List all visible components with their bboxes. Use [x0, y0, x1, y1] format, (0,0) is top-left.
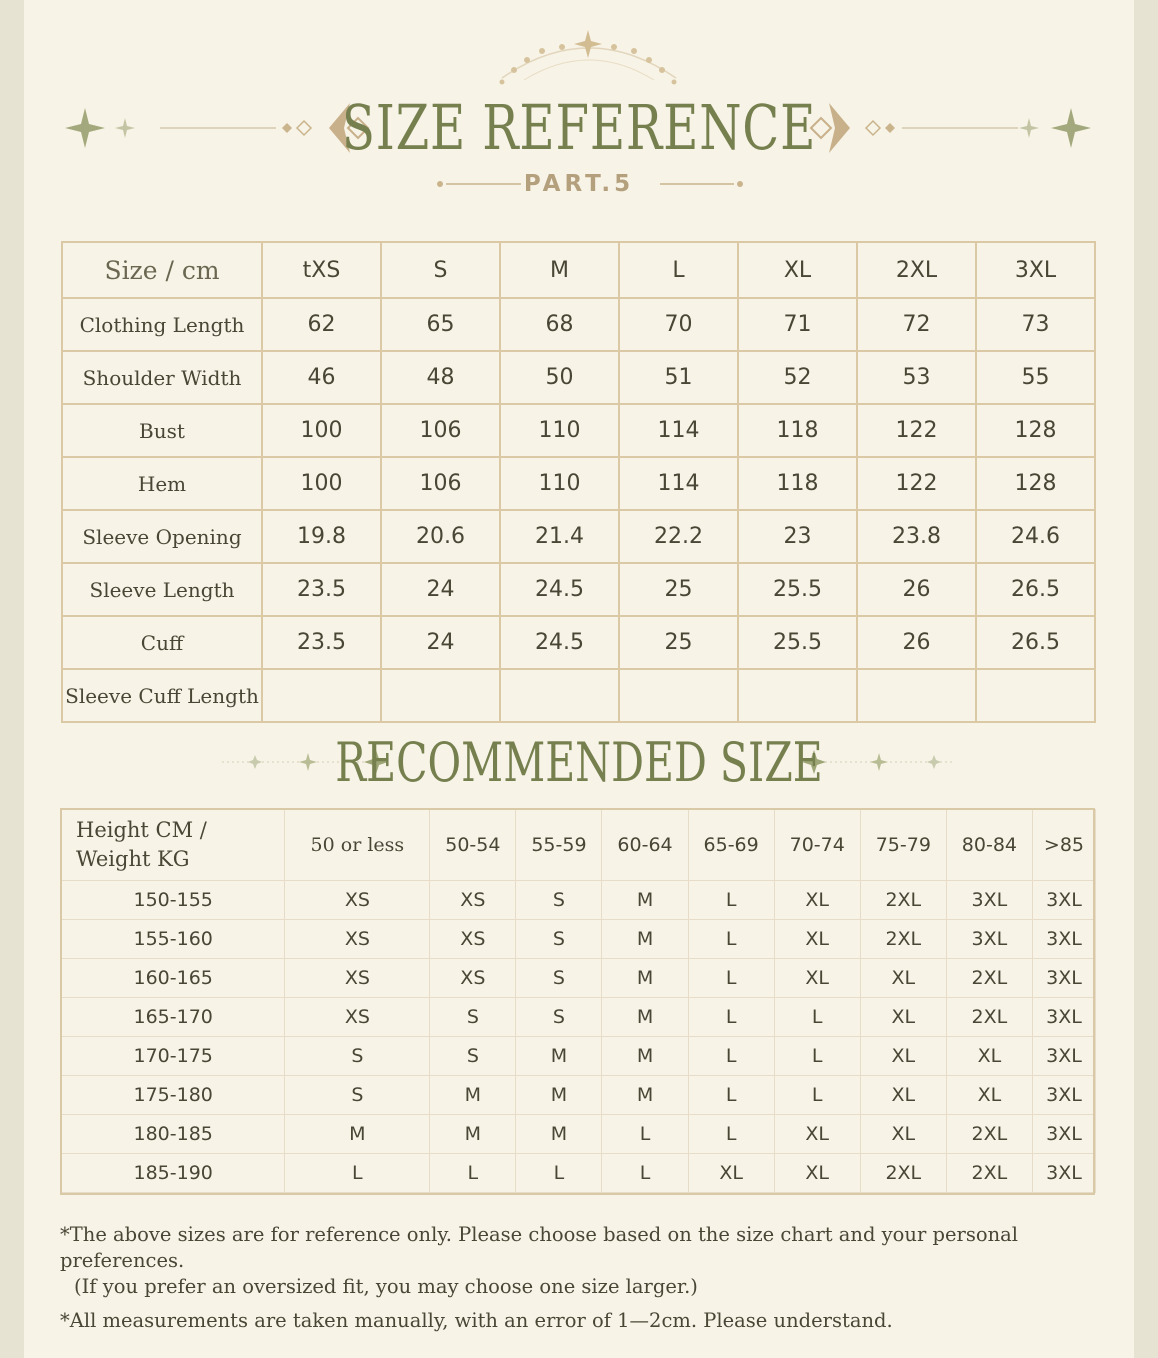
- measurement-value: 50: [500, 351, 619, 404]
- recommended-size-cell: 2XL: [946, 1115, 1032, 1154]
- recommended-size-cell: 2XL: [946, 998, 1032, 1037]
- recommended-size-cell: 3XL: [1032, 881, 1095, 920]
- corner-label-line2: Weight KG: [76, 847, 190, 871]
- measurement-value: 71: [738, 298, 857, 351]
- recommended-size-cell: XL: [774, 1154, 860, 1193]
- recommended-size-cell: S: [430, 1037, 516, 1076]
- recommended-size-cell: 3XL: [1032, 998, 1095, 1037]
- recommended-size-cell: 3XL: [1032, 1154, 1095, 1193]
- recommended-size-cell: L: [688, 959, 774, 998]
- measurement-value: 122: [857, 404, 976, 457]
- recommended-row: [62, 1037, 1096, 1076]
- measurement-value: 110: [500, 404, 619, 457]
- size-chart-row: [62, 457, 1095, 510]
- recommended-row: [62, 1076, 1096, 1115]
- measurement-value: 26: [857, 616, 976, 669]
- size-header: XL: [738, 242, 857, 298]
- measurement-value: 25.5: [738, 563, 857, 616]
- measurement-value: 73: [976, 298, 1095, 351]
- measurement-value: 26.5: [976, 563, 1095, 616]
- measurement-value: 62: [262, 298, 381, 351]
- recommended-size-cell: XL: [774, 920, 860, 959]
- recommended-size-cell: M: [516, 1076, 602, 1115]
- recommended-size-cell: L: [602, 1115, 688, 1154]
- recommended-row: [62, 959, 1096, 998]
- recommended-size-cell: S: [516, 920, 602, 959]
- recommended-size-table: [61, 809, 1096, 1193]
- recommended-body: [62, 881, 1096, 1193]
- recommended-size-cell: L: [430, 1154, 516, 1193]
- recommended-size-cell: 2XL: [860, 881, 946, 920]
- measurement-value: 53: [857, 351, 976, 404]
- weight-header: >85: [1032, 810, 1095, 881]
- recommended-size-cell: S: [516, 881, 602, 920]
- size-chart-header-row: [62, 242, 1095, 298]
- height-range: 175-180: [62, 1076, 285, 1115]
- weight-header: 70-74: [774, 810, 860, 881]
- weight-header: 80-84: [946, 810, 1032, 881]
- measurement-value: 68: [500, 298, 619, 351]
- size-header: tXS: [262, 242, 381, 298]
- note-1-line2: (If you prefer an oversized fit, you may choose one size larger.): [74, 1275, 698, 1298]
- weight-header: 75-79: [860, 810, 946, 881]
- measurement-value: 19.8: [262, 510, 381, 563]
- measurement-value: [738, 669, 857, 722]
- recommended-size-cell: XL: [860, 1076, 946, 1115]
- recommended-size-cell: XL: [860, 1037, 946, 1076]
- measurement-value: 65: [381, 298, 500, 351]
- measurement-value: 22.2: [619, 510, 738, 563]
- recommended-size-cell: L: [602, 1154, 688, 1193]
- measurement-value: [381, 669, 500, 722]
- recommended-size-cell: XS: [285, 920, 430, 959]
- weight-header: 65-69: [688, 810, 774, 881]
- recommended-size-cell: S: [430, 998, 516, 1037]
- recommended-row: [62, 1154, 1096, 1193]
- recommended-size-cell: XL: [688, 1154, 774, 1193]
- recommended-size-cell: 2XL: [946, 1154, 1032, 1193]
- recommended-size-cell: M: [602, 1076, 688, 1115]
- recommended-size-cell: M: [430, 1076, 516, 1115]
- measurement-value: 23: [738, 510, 857, 563]
- recommended-size-cell: XS: [285, 959, 430, 998]
- recommended-size-cell: M: [285, 1115, 430, 1154]
- size-chart-table: [61, 241, 1096, 723]
- height-range: 170-175: [62, 1037, 285, 1076]
- recommended-size-cell: M: [516, 1115, 602, 1154]
- measurement-label: Sleeve Length: [62, 563, 262, 616]
- recommended-size-cell: XL: [946, 1037, 1032, 1076]
- measurement-value: 48: [381, 351, 500, 404]
- corner-label-line1: Height CM /: [76, 818, 207, 842]
- recommended-size-cell: 3XL: [1032, 1115, 1095, 1154]
- recommended-size-cell: L: [688, 1076, 774, 1115]
- measurement-value: [262, 669, 381, 722]
- measurement-value: 52: [738, 351, 857, 404]
- size-header: S: [381, 242, 500, 298]
- recommended-size-cell: 3XL: [946, 881, 1032, 920]
- recommended-size-cell: M: [602, 1037, 688, 1076]
- height-range: 185-190: [62, 1154, 285, 1193]
- measurement-value: 23.5: [262, 616, 381, 669]
- measurement-value: 118: [738, 457, 857, 510]
- recommended-size-cell: XS: [430, 881, 516, 920]
- recommended-size-cell: 2XL: [946, 959, 1032, 998]
- measurement-value: 114: [619, 457, 738, 510]
- size-header: M: [500, 242, 619, 298]
- recommended-size-cell: S: [516, 998, 602, 1037]
- recommended-size-cell: L: [688, 881, 774, 920]
- recommended-size-cell: XL: [774, 881, 860, 920]
- recommended-size-cell: S: [285, 1037, 430, 1076]
- recommended-size-cell: 3XL: [946, 920, 1032, 959]
- measurement-value: 25: [619, 563, 738, 616]
- recommended-size-cell: M: [602, 959, 688, 998]
- recommended-header-row: [62, 810, 1096, 881]
- right-big-star-icon: [1051, 108, 1091, 148]
- size-header: 3XL: [976, 242, 1095, 298]
- measurement-value: 128: [976, 404, 1095, 457]
- recommended-size-cell: XL: [774, 1115, 860, 1154]
- recommended-size-cell: XS: [430, 920, 516, 959]
- measurement-value: 110: [500, 457, 619, 510]
- measurement-value: 23.5: [262, 563, 381, 616]
- measurement-value: 114: [619, 404, 738, 457]
- measurement-value: 118: [738, 404, 857, 457]
- recommended-size-cell: M: [602, 881, 688, 920]
- recommended-row: [62, 920, 1096, 959]
- recommended-size-cell: L: [774, 1076, 860, 1115]
- height-range: 165-170: [62, 998, 285, 1037]
- height-range: 150-155: [62, 881, 285, 920]
- measurement-value: 24.6: [976, 510, 1095, 563]
- measurement-value: 26: [857, 563, 976, 616]
- recommended-size-cell: L: [688, 1037, 774, 1076]
- top-star-icon: [574, 30, 602, 58]
- page-subtitle: PART.5: [523, 171, 635, 197]
- recommended-size-cell: M: [602, 998, 688, 1037]
- measurement-value: 24.5: [500, 616, 619, 669]
- recommended-size-cell: L: [774, 998, 860, 1037]
- measurement-value: 25: [619, 616, 738, 669]
- recommended-size-cell: M: [516, 1037, 602, 1076]
- size-chart-row: [62, 616, 1095, 669]
- measurement-value: [857, 669, 976, 722]
- recommended-size-cell: 3XL: [1032, 959, 1095, 998]
- measurement-value: 128: [976, 457, 1095, 510]
- note-1-line1: *The above sizes are for reference only. Please choose based on the size chart and your personal preferences.: [60, 1223, 1019, 1272]
- recommended-size-cell: XS: [285, 998, 430, 1037]
- size-chart-corner-label: Size / cm: [62, 242, 262, 298]
- note-2: *All measurements are taken manually, with an error of 1—2cm. Please understand.: [60, 1309, 893, 1332]
- recommended-size-cell: 2XL: [860, 1154, 946, 1193]
- recommended-title: RECOMMENDED SIZE: [335, 731, 823, 794]
- measurement-value: 24.5: [500, 563, 619, 616]
- recommended-row: [62, 998, 1096, 1037]
- left-small-star-icon: [115, 118, 135, 138]
- measurement-value: 46: [262, 351, 381, 404]
- left-big-star-icon: [65, 108, 105, 148]
- recommended-size-cell: L: [774, 1037, 860, 1076]
- measurement-label: Sleeve Opening: [62, 510, 262, 563]
- recommended-size-cell: XL: [860, 998, 946, 1037]
- measurement-label: Hem: [62, 457, 262, 510]
- weight-header: 55-59: [516, 810, 602, 881]
- recommended-size-cell: XL: [774, 959, 860, 998]
- size-chart-row: [62, 510, 1095, 563]
- recommended-row: [62, 881, 1096, 920]
- recommended-row: [62, 1115, 1096, 1154]
- size-chart-row: [62, 669, 1095, 722]
- measurement-label: Clothing Length: [62, 298, 262, 351]
- size-chart-body: [62, 298, 1095, 722]
- measurement-value: 26.5: [976, 616, 1095, 669]
- recommended-size-cell: 3XL: [1032, 1037, 1095, 1076]
- size-header: 2XL: [857, 242, 976, 298]
- recommended-size-cell: XL: [860, 959, 946, 998]
- measurement-value: 55: [976, 351, 1095, 404]
- recommended-size-cell: XL: [946, 1076, 1032, 1115]
- recommended-size-cell: S: [516, 959, 602, 998]
- size-chart-row: [62, 563, 1095, 616]
- recommended-size-cell: XS: [285, 881, 430, 920]
- measurement-value: 24: [381, 616, 500, 669]
- measurement-value: 23.8: [857, 510, 976, 563]
- height-range: 155-160: [62, 920, 285, 959]
- measurement-value: 122: [857, 457, 976, 510]
- recommended-size-cell: L: [688, 998, 774, 1037]
- measurement-value: 51: [619, 351, 738, 404]
- weight-header: 50 or less: [285, 810, 430, 881]
- measurement-value: 70: [619, 298, 738, 351]
- size-chart-row: [62, 404, 1095, 457]
- measurement-label: Cuff: [62, 616, 262, 669]
- measurement-value: 21.4: [500, 510, 619, 563]
- page-title: SIZE REFERENCE: [341, 91, 817, 164]
- measurement-value: 72: [857, 298, 976, 351]
- recommended-size-cell: L: [285, 1154, 430, 1193]
- height-range: 160-165: [62, 959, 285, 998]
- measurement-value: 100: [262, 404, 381, 457]
- measurement-value: [500, 669, 619, 722]
- recommended-size-cell: S: [285, 1076, 430, 1115]
- size-header: L: [619, 242, 738, 298]
- recommended-size-cell: M: [430, 1115, 516, 1154]
- measurement-value: 24: [381, 563, 500, 616]
- measurement-value: 25.5: [738, 616, 857, 669]
- measurement-value: 106: [381, 457, 500, 510]
- recommended-size-cell: L: [688, 1115, 774, 1154]
- recommended-size-cell: XS: [430, 959, 516, 998]
- recommended-corner-label: [62, 810, 285, 881]
- weight-header: 50-54: [430, 810, 516, 881]
- measurement-value: [976, 669, 1095, 722]
- recommended-size-cell: 3XL: [1032, 1076, 1095, 1115]
- notes: [60, 1222, 1120, 1334]
- size-chart-row: [62, 351, 1095, 404]
- measurement-value: 20.6: [381, 510, 500, 563]
- measurement-label: Shoulder Width: [62, 351, 262, 404]
- measurement-value: 106: [381, 404, 500, 457]
- right-small-star-icon: [1019, 118, 1039, 138]
- recommended-size-cell: L: [688, 920, 774, 959]
- recommended-size-cell: 3XL: [1032, 920, 1095, 959]
- page: [24, 0, 1134, 1358]
- recommended-size-cell: 2XL: [860, 920, 946, 959]
- measurement-label: Bust: [62, 404, 262, 457]
- recommended-size-cell: XL: [860, 1115, 946, 1154]
- measurement-value: [619, 669, 738, 722]
- size-chart-row: [62, 298, 1095, 351]
- recommended-size-cell: L: [516, 1154, 602, 1193]
- measurement-label: Sleeve Cuff Length: [62, 669, 262, 722]
- height-range: 180-185: [62, 1115, 285, 1154]
- measurement-value: 100: [262, 457, 381, 510]
- weight-header: 60-64: [602, 810, 688, 881]
- recommended-size-cell: M: [602, 920, 688, 959]
